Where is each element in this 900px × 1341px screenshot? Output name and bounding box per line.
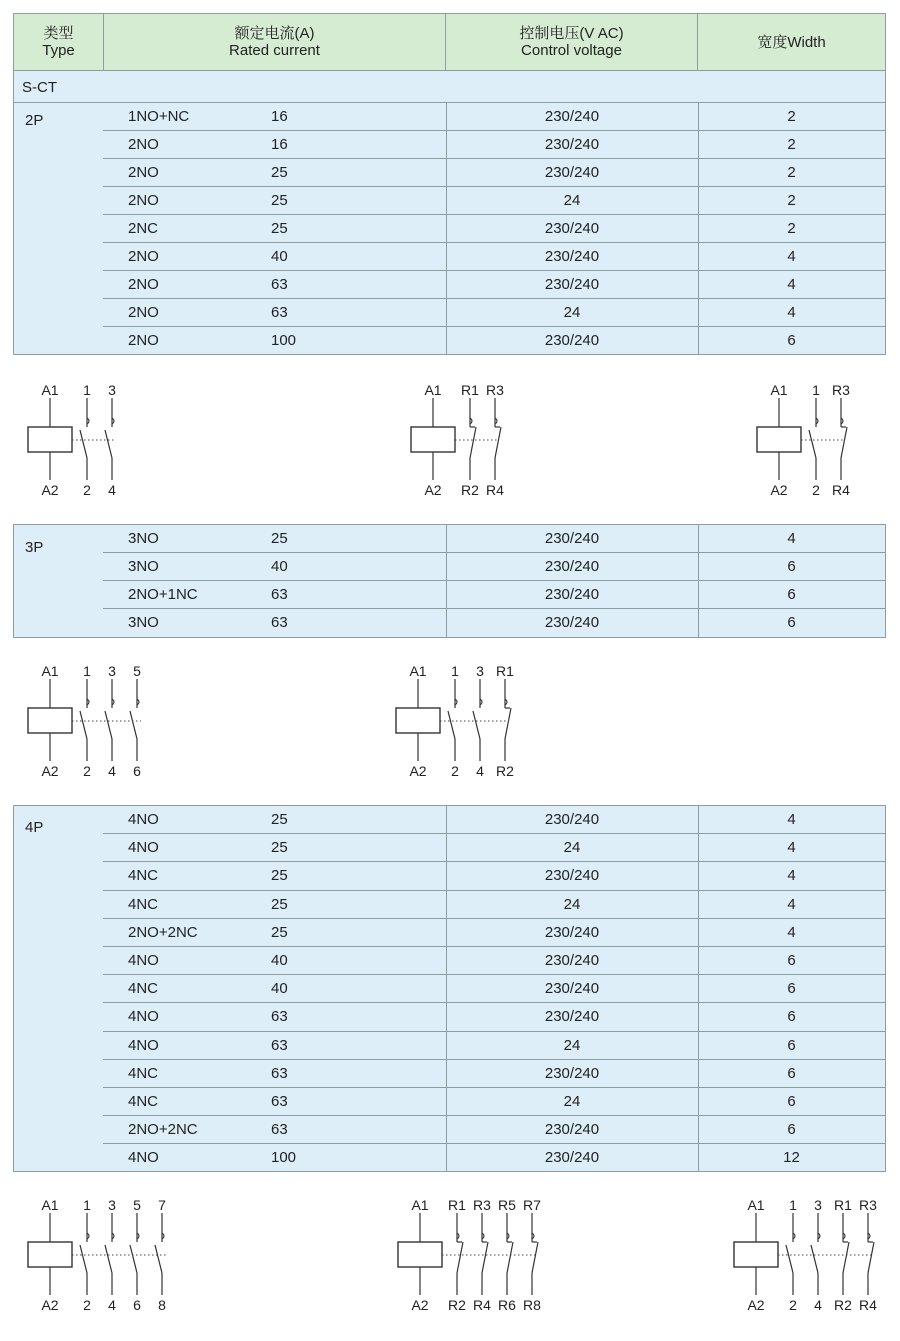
contact-blade-no: [80, 430, 87, 458]
config-cell: 4NC: [128, 1064, 159, 1082]
current-cell: 40: [271, 248, 288, 265]
type-3p: 3P: [25, 539, 44, 556]
contact-label-top: R3: [473, 1197, 491, 1213]
width-cell: 6: [787, 332, 796, 349]
voltage-cell: 230/240: [544, 276, 600, 293]
contact-label-top: 1: [83, 382, 91, 398]
current-cell: 25: [271, 839, 288, 857]
contact-label-bottom: 4: [108, 1297, 116, 1313]
width-cell: 6: [787, 586, 796, 603]
contact-label-top: 5: [133, 1197, 141, 1213]
config-cell: 4NO: [128, 952, 159, 969]
coil-box: [396, 708, 440, 733]
contact-label-bottom: R8: [523, 1297, 541, 1313]
current-cell: 25: [271, 220, 288, 237]
table-row: [103, 1003, 885, 1031]
config-cell: 2NO: [128, 164, 159, 181]
diagram-3p-no: [28, 663, 141, 779]
table-row: [103, 609, 885, 637]
width-cell: 12: [783, 1149, 800, 1167]
voltage-cell: 230/240: [544, 811, 600, 828]
voltage-cell: 24: [563, 304, 581, 321]
table-row: [103, 581, 885, 609]
current-cell: 63: [271, 614, 288, 631]
table-row: [103, 975, 885, 1003]
contact-label-top: R1: [496, 663, 514, 679]
coil-box: [28, 1242, 72, 1267]
contact-label-bottom: R4: [486, 482, 504, 498]
coil-label-bottom: A2: [41, 482, 59, 498]
table-row: [103, 947, 885, 975]
coil-label-bottom: A2: [770, 482, 788, 498]
contact-blade-no: [80, 711, 87, 739]
config-cell: 2NO: [128, 276, 159, 293]
voltage-cell: 230/240: [544, 530, 600, 547]
contact-blade-no: [105, 711, 112, 739]
current-cell: 63: [271, 1036, 288, 1054]
contact-label-top: R3: [832, 382, 850, 398]
diagrams-2p: [0, 370, 900, 510]
width-cell: 2: [787, 136, 796, 153]
voltage-cell: 230/240: [544, 220, 600, 237]
current-cell: 16: [271, 108, 288, 125]
contact-blade-no: [809, 430, 816, 458]
contact-label-bottom: 2: [83, 763, 91, 779]
table-4p: [13, 805, 886, 1172]
contact-label-bottom: 4: [814, 1297, 822, 1313]
contact-blade-no: [786, 1245, 793, 1273]
contact-label-top: 3: [814, 1197, 822, 1213]
table-row: [103, 103, 885, 131]
diagrams-4p: [0, 1185, 900, 1325]
config-cell: 2NO+2NC: [128, 923, 198, 941]
config-cell: 4NC: [128, 867, 159, 885]
contact-blade-no: [448, 711, 455, 739]
coil-label-top: A1: [747, 1197, 765, 1213]
contact-blade-no: [130, 711, 137, 739]
voltage-cell: 24: [563, 839, 581, 857]
coil-label-bottom: A2: [747, 1297, 765, 1313]
contact-blade-no: [80, 1245, 87, 1273]
contact-label-top: 3: [476, 663, 484, 679]
coil-label-bottom: A2: [41, 1297, 59, 1313]
contact-blade-nc: [868, 1242, 874, 1273]
current-cell: 63: [271, 1064, 288, 1082]
contact-blade-nc: [843, 1242, 849, 1273]
table-2p: [13, 102, 886, 355]
contact-label-top: R7: [523, 1197, 541, 1213]
coil-box: [28, 708, 72, 733]
current-cell: 63: [271, 276, 288, 293]
diagram-2p-no: [28, 382, 116, 498]
width-cell: 4: [787, 304, 796, 321]
table-row: [103, 243, 885, 271]
width-cell: 6: [787, 1121, 796, 1139]
contact-label-top: 5: [133, 663, 141, 679]
current-cell: 40: [271, 558, 288, 575]
config-cell: 4NC: [128, 980, 159, 998]
coil-box: [411, 427, 455, 452]
current-cell: 63: [271, 1008, 288, 1026]
header-type: [14, 14, 104, 70]
table-row: [103, 553, 885, 581]
coil-label-top: A1: [41, 1197, 59, 1213]
config-cell: 2NO: [128, 248, 159, 265]
contact-label-bottom: 2: [451, 763, 459, 779]
current-cell: 16: [271, 136, 288, 153]
diagram-4p-mixed: [734, 1197, 877, 1313]
coil-box: [28, 427, 72, 452]
contact-label-bottom: 2: [83, 482, 91, 498]
contact-blade-no: [130, 1245, 137, 1273]
table-row: [103, 327, 885, 355]
contact-label-bottom: 2: [83, 1297, 91, 1313]
series-row: [13, 70, 886, 103]
coil-label-bottom: A2: [424, 482, 442, 498]
config-cell: 2NC: [128, 220, 159, 237]
contact-label-bottom: R4: [832, 482, 850, 498]
current-cell: 25: [271, 192, 288, 209]
voltage-cell: 24: [563, 895, 581, 913]
table-row: [103, 215, 885, 243]
voltage-cell: 230/240: [544, 614, 600, 631]
voltage-cell: 230/240: [544, 980, 600, 998]
contact-label-bottom: R6: [498, 1297, 516, 1313]
contact-blade-nc: [532, 1242, 538, 1273]
header-width-label: 宽度Width: [757, 33, 826, 51]
voltage-cell: 230/240: [544, 952, 600, 969]
width-cell: 6: [787, 1036, 796, 1054]
voltage-cell: 230/240: [544, 558, 600, 575]
contact-blade-no: [105, 430, 112, 458]
contact-blade-no: [473, 711, 480, 739]
current-cell: 63: [271, 1093, 288, 1110]
contact-blade-nc: [482, 1242, 488, 1273]
coil-label-bottom: A2: [409, 763, 427, 779]
width-cell: 6: [787, 614, 796, 631]
width-cell: 4: [787, 839, 796, 857]
current-cell: 25: [271, 923, 288, 941]
table-row: [103, 525, 885, 553]
contact-blade-nc: [507, 1242, 513, 1273]
contact-blade-no: [811, 1245, 818, 1273]
header-current-en: Rated current: [229, 42, 320, 59]
contact-label-bottom: 8: [158, 1297, 166, 1313]
width-cell: 6: [787, 952, 796, 969]
config-cell: 4NO: [128, 839, 159, 857]
table-header: [13, 13, 886, 71]
header-voltage-cn: 控制电压(V AC): [519, 25, 624, 42]
config-cell: 4NO: [128, 811, 159, 828]
contact-blade-nc: [841, 427, 847, 458]
diagram-2p-nc: [411, 382, 504, 498]
config-cell: 2NO: [128, 304, 159, 321]
contact-blade-nc: [495, 427, 501, 458]
type-4p: 4P: [25, 819, 44, 836]
diagram-4p-nc: [398, 1197, 541, 1313]
voltage-cell: 230/240: [544, 1149, 600, 1167]
width-cell: 4: [787, 276, 796, 293]
voltage-cell: 230/240: [544, 108, 600, 125]
voltage-cell: 230/240: [544, 1008, 600, 1026]
header-width: [698, 14, 885, 70]
contact-label-top: R3: [486, 382, 504, 398]
current-cell: 100: [271, 1149, 297, 1167]
config-cell: 3NO: [128, 558, 159, 575]
contact-label-bottom: 2: [812, 482, 820, 498]
contact-label-bottom: R2: [461, 482, 479, 498]
coil-label-top: A1: [41, 663, 59, 679]
contact-label-top: R5: [498, 1197, 516, 1213]
width-cell: 4: [787, 923, 796, 941]
table-row: [103, 834, 885, 862]
contact-label-top: 1: [789, 1197, 797, 1213]
config-cell: 3NO: [128, 614, 159, 631]
voltage-cell: 230/240: [544, 923, 600, 941]
diagram-2p-mixed: [757, 382, 850, 498]
contact-label-top: 3: [108, 382, 116, 398]
contact-label-top: 3: [108, 1197, 116, 1213]
voltage-cell: 230/240: [544, 1121, 600, 1139]
current-cell: 100: [271, 332, 297, 349]
voltage-cell: 24: [563, 192, 581, 209]
contact-label-bottom: 6: [133, 763, 141, 779]
contact-label-top: 1: [812, 382, 820, 398]
contact-label-bottom: R4: [473, 1297, 491, 1313]
voltage-cell: 24: [563, 1036, 581, 1054]
table-row: [103, 1088, 885, 1116]
voltage-cell: 230/240: [544, 867, 600, 885]
coil-label-top: A1: [770, 382, 788, 398]
contact-label-top: 1: [83, 663, 91, 679]
table-row: [103, 919, 885, 947]
contact-label-bottom: 2: [789, 1297, 797, 1313]
coil-label-top: A1: [424, 382, 442, 398]
contact-label-bottom: R4: [859, 1297, 877, 1313]
voltage-cell: 24: [563, 1093, 581, 1110]
width-cell: 6: [787, 1064, 796, 1082]
width-cell: 2: [787, 164, 796, 181]
contact-blade-nc: [505, 708, 511, 739]
contact-blade-nc: [457, 1242, 463, 1273]
config-cell: 2NO: [128, 136, 159, 153]
config-cell: 4NO: [128, 1008, 159, 1026]
width-cell: 6: [787, 1093, 796, 1110]
config-cell: 4NO: [128, 1149, 159, 1167]
contact-label-bottom: 4: [476, 763, 484, 779]
diagrams-3p: [0, 651, 900, 791]
table-row: [103, 1144, 885, 1172]
current-cell: 25: [271, 867, 288, 885]
current-cell: 40: [271, 980, 288, 998]
header-voltage: [446, 14, 698, 70]
table-row: [103, 891, 885, 919]
header-current-cn: 额定电流(A): [234, 25, 315, 42]
width-cell: 4: [787, 811, 796, 828]
config-cell: 2NO+1NC: [128, 586, 198, 603]
header-type-cn: 类型: [43, 25, 74, 42]
width-cell: 4: [787, 248, 796, 265]
contact-label-bottom: 4: [108, 482, 116, 498]
voltage-cell: 230/240: [544, 332, 600, 349]
header-current: [104, 14, 446, 70]
header-type-en: Type: [42, 42, 75, 59]
table-row: [103, 806, 885, 834]
coil-box: [398, 1242, 442, 1267]
table-row: [103, 271, 885, 299]
config-cell: 2NO: [128, 332, 159, 349]
contact-label-bottom: 4: [108, 763, 116, 779]
coil-label-bottom: A2: [41, 763, 59, 779]
config-cell: 2NO+2NC: [128, 1121, 198, 1139]
width-cell: 4: [787, 867, 796, 885]
contact-label-top: R3: [859, 1197, 877, 1213]
contact-label-top: R1: [448, 1197, 466, 1213]
contact-blade-nc: [470, 427, 476, 458]
table-row: [103, 299, 885, 327]
coil-label-bottom: A2: [411, 1297, 429, 1313]
config-cell: 3NO: [128, 530, 159, 547]
current-cell: 25: [271, 811, 288, 828]
contact-label-bottom: R2: [834, 1297, 852, 1313]
table-row: [103, 1116, 885, 1144]
contact-label-top: 1: [83, 1197, 91, 1213]
contact-label-bottom: 6: [133, 1297, 141, 1313]
current-cell: 63: [271, 1121, 288, 1139]
current-cell: 63: [271, 304, 288, 321]
config-cell: 1NO+NC: [128, 108, 190, 125]
current-cell: 40: [271, 952, 288, 969]
width-cell: 4: [787, 895, 796, 913]
current-cell: 25: [271, 895, 288, 913]
table-row: [103, 159, 885, 187]
contact-label-top: 3: [108, 663, 116, 679]
contact-blade-no: [155, 1245, 162, 1273]
type-2p: 2P: [25, 112, 44, 129]
table-row: [103, 1032, 885, 1060]
contact-label-bottom: R2: [448, 1297, 466, 1313]
voltage-cell: 230/240: [544, 586, 600, 603]
config-cell: 4NC: [128, 895, 159, 913]
coil-label-top: A1: [41, 382, 59, 398]
voltage-cell: 230/240: [544, 136, 600, 153]
voltage-cell: 230/240: [544, 164, 600, 181]
width-cell: 6: [787, 1008, 796, 1026]
coil-label-top: A1: [411, 1197, 429, 1213]
header-voltage-en: Control voltage: [521, 42, 622, 59]
coil-box: [757, 427, 801, 452]
width-cell: 6: [787, 980, 796, 998]
width-cell: 4: [787, 530, 796, 547]
contact-label-bottom: R2: [496, 763, 514, 779]
coil-label-top: A1: [409, 663, 427, 679]
width-cell: 6: [787, 558, 796, 575]
voltage-cell: 230/240: [544, 248, 600, 265]
current-cell: 25: [271, 530, 288, 547]
table-3p: [13, 524, 886, 638]
width-cell: 2: [787, 220, 796, 237]
diagram-3p-mixed: [396, 663, 514, 779]
current-cell: 25: [271, 164, 288, 181]
contact-label-top: 1: [451, 663, 459, 679]
config-cell: 4NC: [128, 1093, 159, 1110]
table-row: [103, 131, 885, 159]
config-cell: 4NO: [128, 1036, 159, 1054]
width-cell: 2: [787, 108, 796, 125]
voltage-cell: 230/240: [544, 1064, 600, 1082]
diagram-4p-no: [28, 1197, 166, 1313]
contact-label-top: R1: [461, 382, 479, 398]
series-label: S-CT: [22, 79, 57, 96]
contact-label-top: 7: [158, 1197, 166, 1213]
current-cell: 63: [271, 586, 288, 603]
contact-blade-no: [105, 1245, 112, 1273]
table-row: [103, 862, 885, 890]
coil-box: [734, 1242, 778, 1267]
table-row: [103, 187, 885, 215]
config-cell: 2NO: [128, 192, 159, 209]
contact-label-top: R1: [834, 1197, 852, 1213]
table-row: [103, 1060, 885, 1088]
width-cell: 2: [787, 192, 796, 209]
